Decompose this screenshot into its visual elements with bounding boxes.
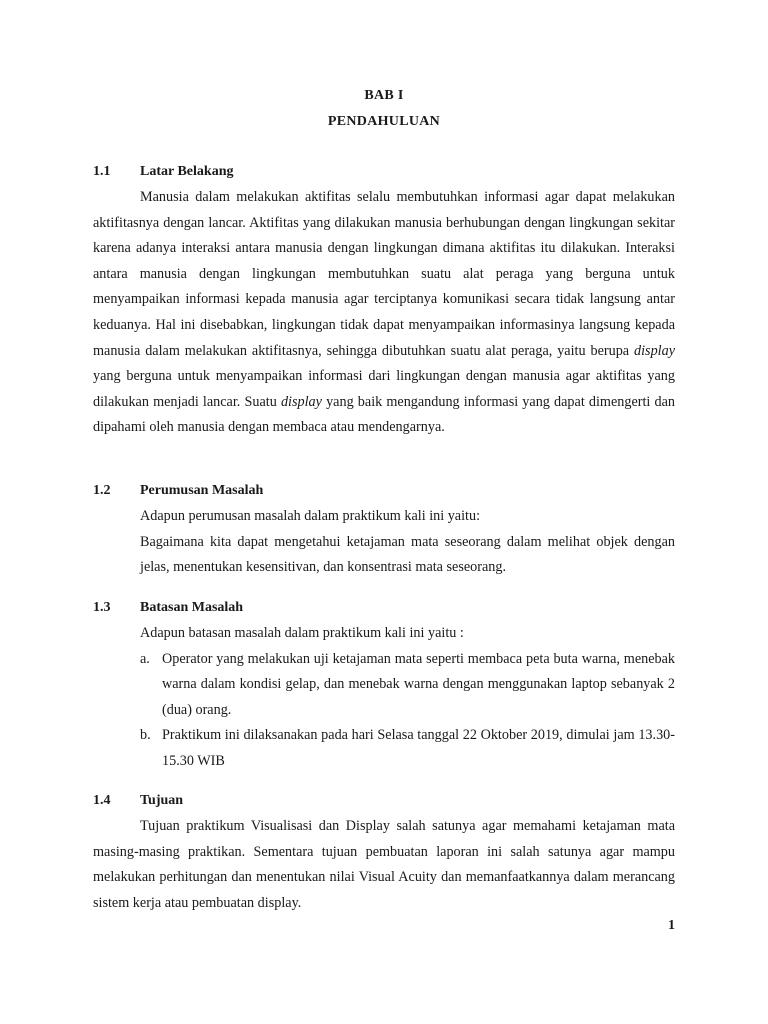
- paragraph-intro: Adapun batasan masalah dalam praktikum kali ini yaitu :: [140, 625, 464, 641]
- paragraph-text: yang berguna untuk menyampaikan informasi dari lingkungan dengan manusia agar aktifitas yang dilakukan menjadi lancar. Suatu: [93, 368, 675, 410]
- section-title: Tujuan: [140, 793, 184, 808]
- list-item: [93, 647, 675, 724]
- italic-term: display: [280, 393, 322, 410]
- paragraph: [93, 185, 675, 441]
- list-item-text: Praktikum ini dilaksanakan pada hari Selasa tanggal 22 Oktober 2019, dimulai jam 13.30-15.30 WIB: [162, 727, 675, 769]
- list-marker: b.: [140, 727, 151, 744]
- chapter-label: BAB I: [364, 88, 404, 103]
- paragraph: Tujuan praktikum Visualisasi dan Display salah satunya agar memahami ketajaman mata masing-masing praktikan. Sementara tujuan pembuatan laporan ini salah satunya agar mampu melakukan perhitungan dan menentukan nilai Visual Acuity dan memanfaatkannya dalam merancang sistem kerja atau pembuatan display.: [93, 818, 675, 911]
- section-tujuan: [93, 788, 675, 916]
- section-perumusan-masalah: [93, 478, 675, 581]
- paragraph-intro: Adapun perumusan masalah dalam praktikum kali ini yaitu:: [140, 508, 481, 524]
- section-batasan-masalah: [93, 595, 675, 775]
- section-heading: [93, 478, 675, 504]
- list-marker: a.: [140, 650, 150, 667]
- section-number: 1.1: [93, 164, 111, 179]
- section-title: Batasan Masalah: [140, 600, 244, 615]
- list-item-text: Operator yang melakukan uji ketajaman mata seperti membaca peta buta warna, menebak warna dalam kondisi gelap, dan menebak warna dengan menggunakan laptop sebanyak 2 (dua) orang.: [162, 650, 675, 718]
- section-number: 1.4: [93, 793, 111, 808]
- section-title: Latar Belakang: [140, 164, 234, 179]
- italic-term: display: [634, 342, 675, 359]
- section-heading: [93, 159, 675, 185]
- section-heading: [93, 788, 675, 814]
- paragraph-text: yang baik mengandung informasi yang dapat dimengerti dan dipahami oleh manusia dengan membaca atau mendengarnya.: [93, 393, 675, 436]
- section-title: Perumusan Masalah: [140, 483, 264, 498]
- paragraph-text: Manusia dalam melakukan aktifitas selalu membutuhkan informasi agar dapat melakukan aktifitasnya dengan lancar. Aktifitas yang dilakukan manusia berhubungan dengan lingkungan sekitar karena adanya interaksi antara manusia dengan lingkungan dimana aktifitas itu dilakukan. Interaksi antara manusia dengan lingkungan membutuhkan suatu alat peraga yang berguna untuk menyampaikan informasi kepada manusia agar terciptanya komunikasi secara tidak langsung antar keduanya. Hal ini disebabkan, lingkungan tidak dapat menyampaikan informasinya langsung kepada manusia dalam melakukan aktifitasnya, sehingga dibutuhkan suatu alat peraga, yaitu berupa: [93, 189, 675, 359]
- section-number: 1.2: [93, 483, 111, 498]
- section-latar-belakang: [93, 159, 675, 441]
- list-item: [93, 723, 675, 774]
- chapter-title: PENDAHULUAN: [327, 114, 441, 129]
- paragraph: Bagaimana kita dapat mengetahui ketajaman mata seseorang dalam melihat objek dengan jelas, menentukan kesensitivan, dan konsentrasi mata seseorang.: [140, 533, 675, 576]
- section-heading: [93, 595, 675, 621]
- section-number: 1.3: [93, 600, 111, 615]
- page-number: 1: [668, 918, 675, 933]
